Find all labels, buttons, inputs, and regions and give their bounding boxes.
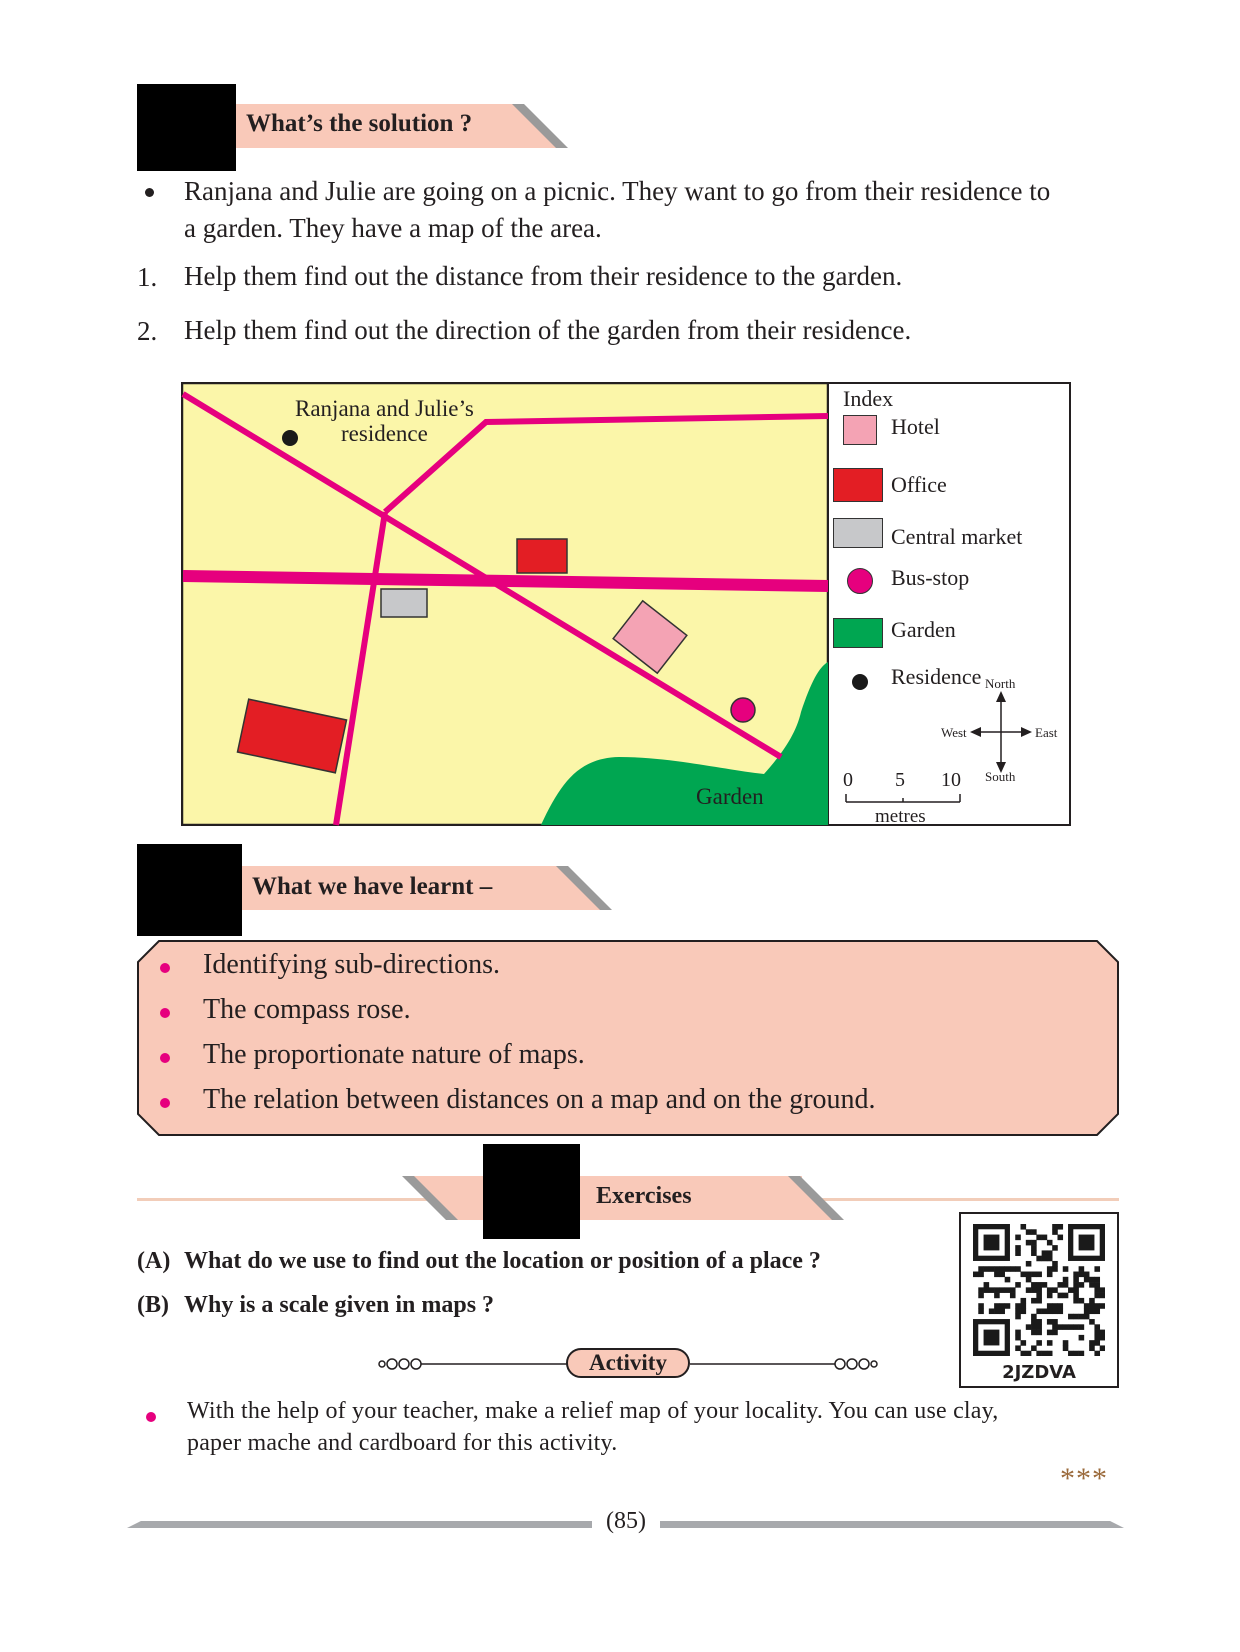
compass-west-label: West bbox=[941, 725, 967, 740]
question-2-number: 2. bbox=[137, 316, 158, 346]
scale-unit: metres bbox=[875, 806, 926, 826]
index-title: Index bbox=[843, 386, 894, 411]
map-scale bbox=[835, 766, 975, 826]
central-market-legend-label: Central market bbox=[891, 524, 1023, 549]
footer-rule-left bbox=[127, 1521, 592, 1528]
activity-bullet bbox=[146, 1412, 156, 1422]
activity-text-line-2: paper mache and cardboard for this activity. bbox=[187, 1430, 618, 1456]
question-2-text: Help them find out the direction of the garden from their residence. bbox=[184, 315, 912, 345]
garden-map-label: Garden bbox=[696, 784, 764, 809]
qr-code-box[interactable] bbox=[959, 1212, 1119, 1388]
map-index bbox=[829, 382, 1071, 826]
learnt-heading: What we have learnt – bbox=[252, 873, 493, 900]
central-market-swatch bbox=[833, 518, 883, 548]
exercise-a-text: What do we use to find out the location or position of a place ? bbox=[184, 1248, 821, 1274]
exercises-icon-placeholder bbox=[483, 1144, 580, 1239]
learnt-item-4: The relation between distances on a map and on the ground. bbox=[203, 1084, 876, 1115]
bus-stop-legend-label: Bus-stop bbox=[891, 565, 970, 590]
compass-south-label: South bbox=[985, 769, 1016, 782]
scale-tick-0: 0 bbox=[843, 769, 853, 791]
bus-stop-swatch bbox=[847, 568, 873, 594]
learnt-bullet-4 bbox=[160, 1098, 170, 1108]
residence-swatch bbox=[852, 674, 868, 690]
learnt-item-3: The proportionate nature of maps. bbox=[203, 1039, 585, 1070]
solution-banner-tip bbox=[490, 104, 570, 150]
exercise-b-text: Why is a scale given in maps ? bbox=[184, 1292, 495, 1318]
scale-tick-5: 5 bbox=[895, 769, 905, 791]
east-arrow-icon bbox=[1021, 727, 1032, 737]
intro-bullet bbox=[145, 188, 154, 197]
exercises-heading: Exercises bbox=[596, 1183, 692, 1209]
end-stars: *** bbox=[1060, 1462, 1108, 1495]
activity-text-line-1: With the help of your teacher, make a relief map of your locality. You can use clay, bbox=[187, 1398, 999, 1424]
footer-rule-right bbox=[660, 1521, 1124, 1528]
question-1-text: Help them find out the distance from their residence to the garden. bbox=[184, 261, 903, 291]
bus-stop-map-marker bbox=[731, 698, 755, 722]
office-map-marker bbox=[517, 539, 567, 573]
exercises-banner-left-tip bbox=[402, 1176, 482, 1222]
west-arrow-icon bbox=[970, 727, 981, 737]
area-map bbox=[181, 382, 829, 826]
residence-label-line-1: Ranjana and Julie’s bbox=[295, 396, 474, 421]
learnt-icon-placeholder bbox=[137, 844, 242, 936]
qr-code-label: 2JZDVA bbox=[1002, 1362, 1076, 1383]
learnt-bullet-3 bbox=[160, 1053, 170, 1063]
hotel-legend-label: Hotel bbox=[891, 414, 940, 439]
learnt-item-2: The compass rose. bbox=[203, 994, 411, 1025]
garden-swatch bbox=[833, 618, 883, 648]
residence-label-line-2: residence bbox=[341, 421, 428, 446]
intro-paragraph: Ranjana and Julie are going on a picnic. They want to go from their residence to a garden. They have a map of the area. bbox=[184, 176, 1051, 243]
qr-code-icon bbox=[973, 1224, 1105, 1356]
residence-legend-label: Residence bbox=[891, 664, 982, 689]
learnt-banner-tip bbox=[536, 866, 616, 912]
compass-east-label: East bbox=[1035, 725, 1058, 740]
exercise-b-label: (B) bbox=[137, 1292, 169, 1318]
scale-tick-10: 10 bbox=[941, 769, 961, 791]
exercise-a-label: (A) bbox=[137, 1248, 171, 1274]
garden-legend-label: Garden bbox=[891, 617, 956, 642]
learnt-item-1: Identifying sub-directions. bbox=[203, 949, 501, 980]
learnt-bullet-2 bbox=[160, 1008, 170, 1018]
question-1-number: 1. bbox=[137, 262, 158, 292]
office-swatch bbox=[833, 468, 883, 502]
residence-map-marker bbox=[282, 430, 298, 446]
solution-icon-placeholder bbox=[137, 84, 236, 171]
compass-north-label: North bbox=[985, 676, 1016, 691]
page-number: (85) bbox=[606, 1508, 646, 1534]
office-legend-label: Office bbox=[891, 472, 947, 497]
activity-label: Activity bbox=[566, 1348, 690, 1378]
central-market-map-marker bbox=[381, 589, 427, 617]
hotel-swatch bbox=[843, 415, 877, 445]
exercises-banner-right-tip bbox=[786, 1176, 856, 1222]
solution-heading: What’s the solution ? bbox=[246, 110, 473, 137]
north-arrow-icon bbox=[996, 691, 1006, 702]
learnt-bullet-1 bbox=[160, 963, 170, 973]
